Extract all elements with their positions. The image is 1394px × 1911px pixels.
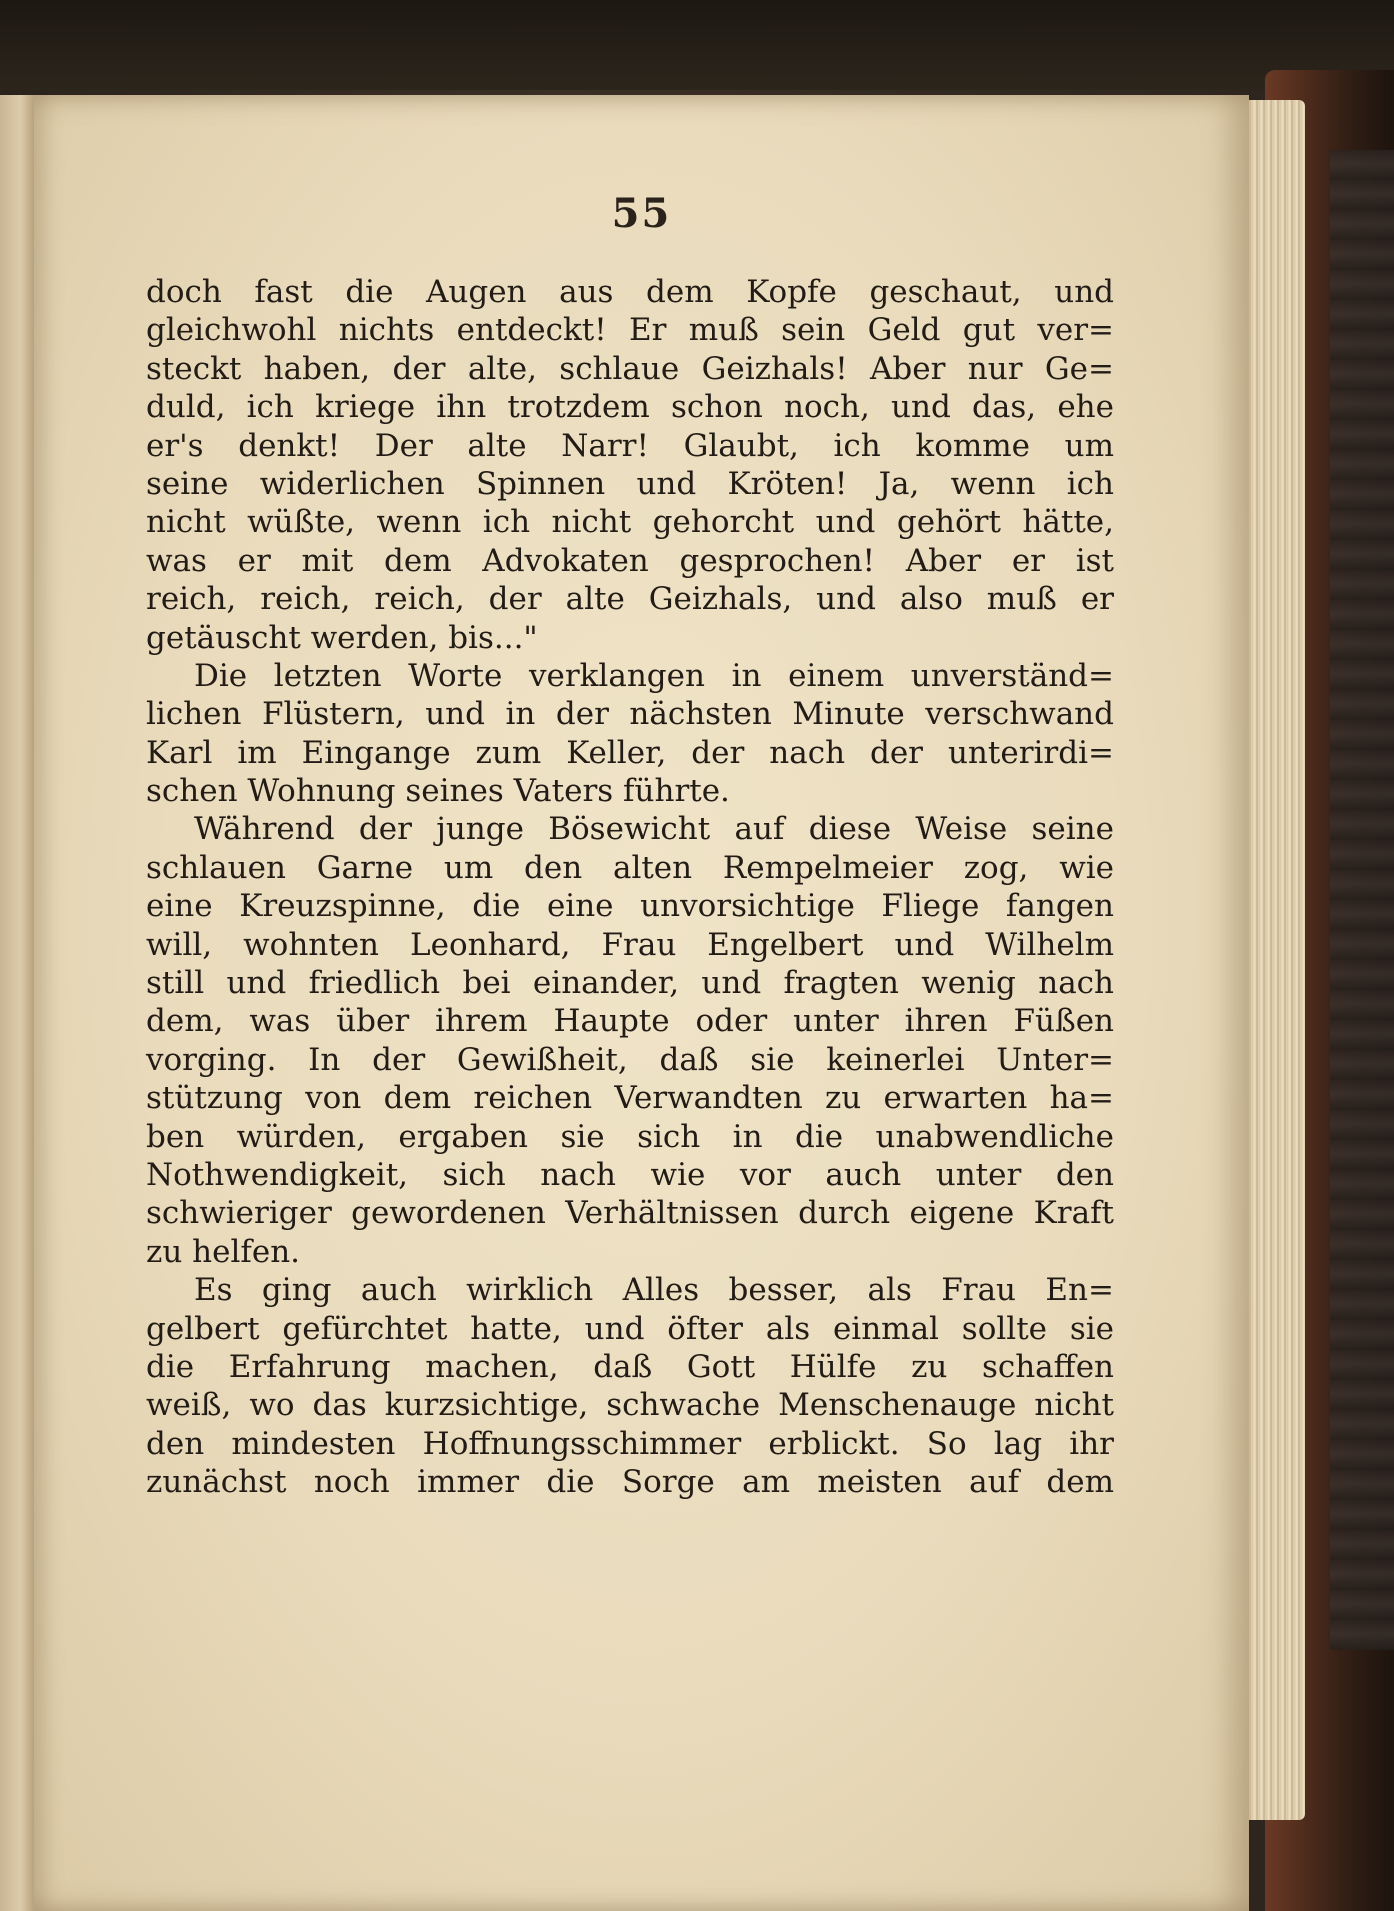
text-line: schen Wohnung seines Vaters führte. [146,773,730,810]
text-line: gelbert gefürchtet hatte, und öfter als einmal sollte sie [146,1310,1114,1347]
text-line: nicht wüßte, wenn ich nicht gehorcht und gehört hätte, [146,504,1114,541]
text-line: weiß, wo das kurzsichtige, schwache Menschenauge nicht [146,1387,1114,1424]
page-edges [1245,100,1305,1820]
text-line: dem, was über ihrem Haupte oder unter ihren Füßen [146,1003,1114,1040]
text-line: stützung von dem reichen Verwandten zu erwarten ha= [146,1080,1114,1117]
text-line: den mindesten Hoffnungsschimmer erblickt. So lag ihr [146,1425,1114,1462]
left-page-edge [0,95,34,1911]
text-line: zu helfen. [146,1233,301,1270]
text-line: vorging. In der Gewißheit, daß sie keinerlei Unter= [146,1041,1114,1078]
cover-texture [1330,150,1394,1650]
text-line: Während der junge Bösewicht auf diese Weise seine [194,811,1114,848]
text-line: still und friedlich bei einander, und fragten wenig nach [146,965,1114,1002]
text-line: duld, ich kriege ihn trotzdem schon noch, und das, ehe [146,389,1114,426]
text-line: Karl im Eingange zum Keller, der nach der unterirdi= [146,734,1114,771]
text-line: reich, reich, reich, der alte Geizhals, und also muß er [146,581,1114,618]
text-line: die Erfahrung machen, daß Gott Hülfe zu schaffen [146,1348,1114,1385]
text-line: steckt haben, der alte, schlaue Geizhals! Aber nur Ge= [146,350,1114,387]
text-line: Die letzten Worte verklangen in einem unverständ= [194,657,1114,694]
text-line: will, wohnten Leonhard, Frau Engelbert und Wilhelm [146,926,1114,963]
body-text [146,273,1114,1502]
text-line: Nothwendigkeit, sich nach wie vor auch unter den [146,1156,1114,1193]
text-line: zunächst noch immer die Sorge am meisten auf dem [146,1464,1114,1501]
text-line: getäuscht werden, bis..." [146,619,538,656]
text-line: gleichwohl nichts entdeckt! Er muß sein Geld gut ver= [146,312,1114,349]
text-line: seine widerlichen Spinnen und Kröten! Ja, wenn ich [146,465,1114,502]
text-line: Es ging auch wirklich Alles besser, als Frau En= [194,1272,1114,1309]
text-line: doch fast die Augen aus dem Kopfe geschaut, und [146,274,1114,310]
book-page [34,95,1249,1911]
text-line: ben würden, ergaben sie sich in die unabwendliche [146,1118,1114,1155]
text-line: schwieriger gewordenen Verhältnissen durch eigene Kraft [146,1195,1114,1232]
text-line: lichen Flüstern, und in der nächsten Minute verschwand [146,696,1114,733]
text-line: schlauen Garne um den alten Rempelmeier zog, wie [146,849,1114,886]
text-line: eine Kreuzspinne, die eine unvorsichtige Fliege fangen [146,888,1114,925]
text-line: was er mit dem Advokaten gesprochen! Aber er ist [146,542,1114,579]
page-number: 55 [611,190,672,237]
text-line: er's denkt! Der alte Narr! Glaubt, ich komme um [146,427,1114,464]
scan-background-top [0,0,1394,90]
